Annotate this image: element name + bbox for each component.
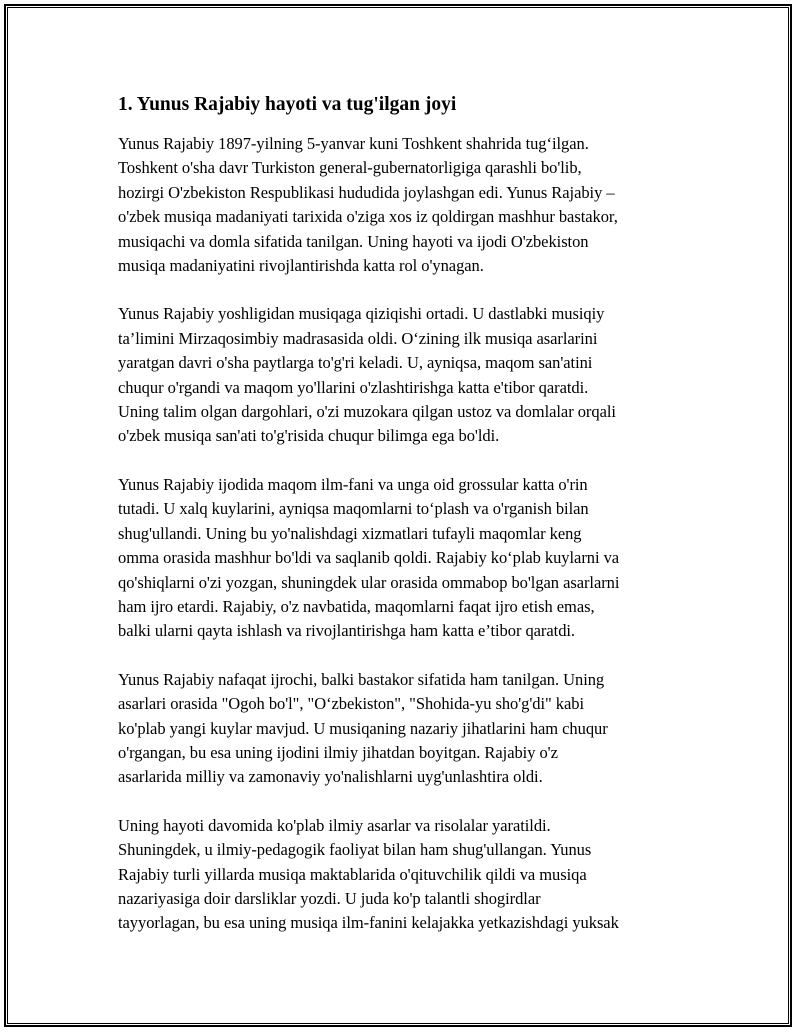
- text-line: Rajabiy turli yillarda musiqa maktablarida o'qituvchilik qildi va musiqa: [118, 864, 587, 884]
- text-line: Shuningdek, u ilmiy-pedagogik faoliyat bilan ham shug'ullangan. Yunus: [118, 840, 592, 860]
- section-heading: 1. Yunus Rajabiy hayoti va tug'ilgan joyi: [118, 94, 457, 115]
- text-line: Uning talim olgan dargohlari, o'zi muzokara qilgan ustoz va domlalar orqali: [118, 402, 616, 422]
- paragraph-list: [118, 132, 688, 936]
- text-line: ham ijro etardi. Rajabiy, o'z navbatida, maqomlarni faqat ijro etish emas,: [118, 596, 595, 616]
- paragraph: [118, 668, 688, 790]
- text-line: ta’limini Mirzaqosimbiy madrasasida oldi. O‘zining ilk musiqa asarlarini: [118, 328, 598, 348]
- text-line: o'zbek musiqa madaniyati tarixida o'ziga xos iz qoldirgan mashhur bastakor,: [118, 207, 618, 227]
- text-line: qo'shiqlarni o'zi yozgan, shuningdek ular orasida ommabop bo'lgan asarlarni: [118, 572, 620, 592]
- text-line: Yunus Rajabiy yoshligidan musiqaga qiziqishi ortadi. U dastlabki musiqiy: [118, 304, 605, 324]
- text-line: hozirgi O'zbekiston Respublikasi hududida joylashgan edi. Yunus Rajabiy –: [118, 182, 615, 202]
- text-line: yaratgan davri o'sha paytlarga to'g'ri keladi. U, ayniqsa, maqom san'atini: [118, 353, 593, 373]
- text-line: nazariyasiga doir darsliklar yozdi. U juda ko'p talantli shogirdlar: [118, 888, 541, 908]
- text-line: asarlarida milliy va zamonaviy yo'nalishlarni uyg'unlashtira oldi.: [118, 767, 543, 787]
- text-line: tayyorlagan, bu esa uning musiqa ilm-fanini kelajakka yetkazishdagi yuksak: [118, 913, 619, 933]
- text-line: o'zbek musiqa san'ati to'g'risida chuqur bilimga ega bo'ldi.: [118, 426, 500, 446]
- text-line: Uning hayoti davomida ko'plab ilmiy asarlar va risolalar yaratildi.: [118, 815, 551, 835]
- text-line: balki ularni qayta ishlash va rivojlantirishga ham katta e’tibor qaratdi.: [118, 621, 575, 641]
- document-body: [118, 92, 688, 960]
- text-line: Yunus Rajabiy ijodida maqom ilm-fani va unga oid grossular katta o'rin: [118, 474, 588, 494]
- text-line: shug'ullandi. Uning bu yo'nalishdagi xizmatlari tufayli maqomlar keng: [118, 523, 582, 543]
- paragraph: [118, 132, 688, 278]
- text-line: o'rgangan, bu esa uning ijodini ilmiy jihatdan boyitgan. Rajabiy o'z: [118, 742, 558, 762]
- text-line: ko'plab yangi kuylar mavjud. U musiqaning nazariy jihatlarini ham chuqur: [118, 718, 608, 738]
- text-line: Yunus Rajabiy 1897-yilning 5-yanvar kuni Toshkent shahrida tug‘ilgan.: [118, 134, 589, 153]
- text-line: Toshkent o'sha davr Turkiston general-gubernatorligiga qarashli bo'lib,: [118, 158, 582, 178]
- text-line: Yunus Rajabiy nafaqat ijrochi, balki bastakor sifatida ham tanilgan. Uning: [118, 669, 605, 689]
- paragraph: [118, 473, 688, 644]
- paragraph: [118, 814, 688, 936]
- text-line: asarlari orasida "Ogoh bo'l", "O‘zbekiston", "Shohida-yu sho'g'di" kabi: [118, 694, 584, 714]
- text-line: musiqachi va domla sifatida tanilgan. Uning hayoti va ijodi O'zbekiston: [118, 231, 589, 251]
- text-line: tutadi. U xalq kuylarini, ayniqsa maqomlarni to‘plash va o'rganish bilan: [118, 499, 589, 519]
- paragraph: [118, 302, 688, 448]
- text-line: chuqur o'rgandi va maqom yo'llarini o'zlashtirishga katta e'tibor qaratdi.: [118, 377, 589, 397]
- text-line: omma orasida mashhur bo'ldi va saqlanib qoldi. Rajabiy ko‘plab kuylarni va: [118, 548, 620, 568]
- text-line: musiqa madaniyatini rivojlantirishda katta rol o'ynagan.: [118, 256, 484, 276]
